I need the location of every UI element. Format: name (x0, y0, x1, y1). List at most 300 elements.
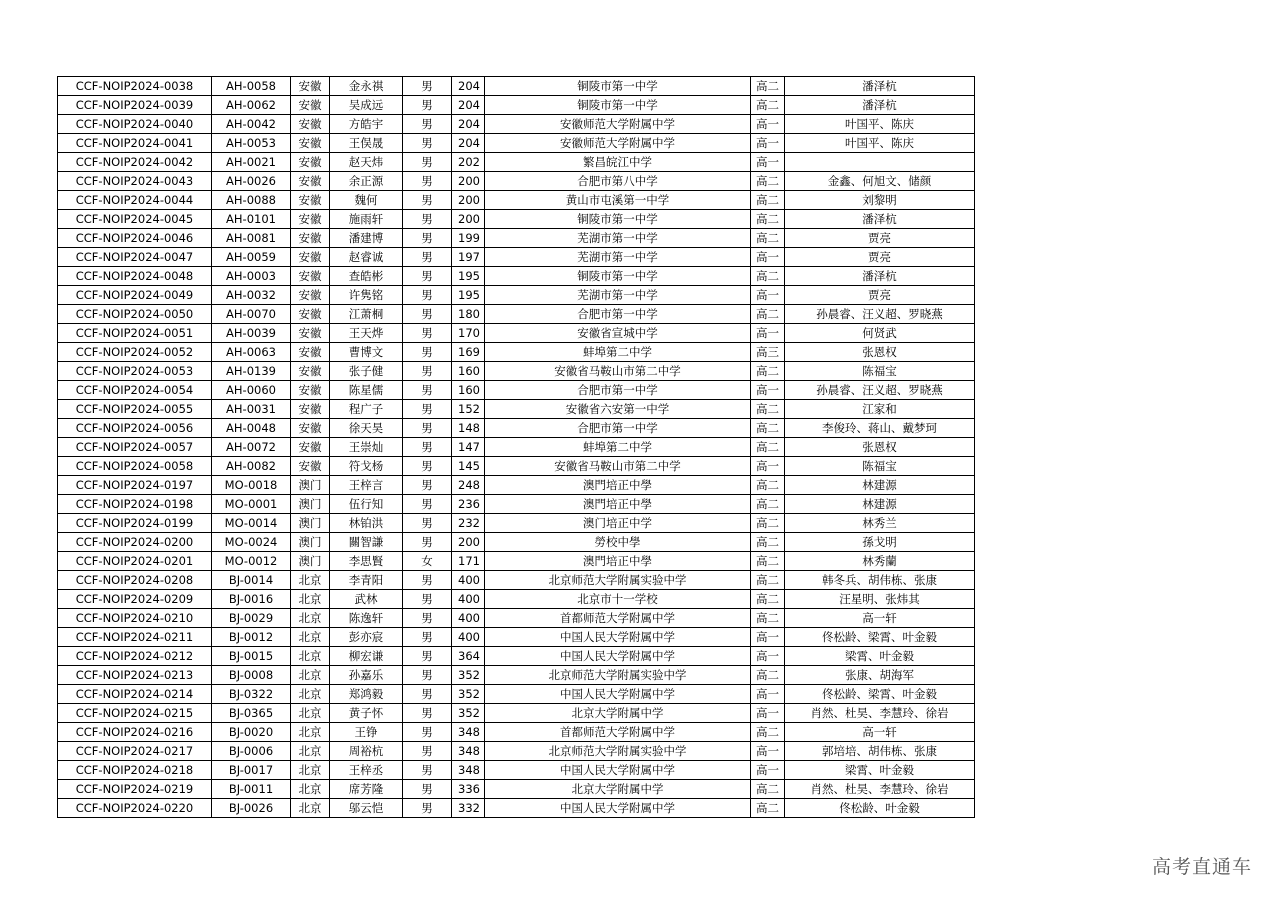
cell-grade: 高二 (751, 172, 785, 191)
cell-grade: 高一 (751, 761, 785, 780)
cell-gender: 男 (403, 476, 452, 495)
cell-score: 160 (452, 381, 485, 400)
cell-id: CCF-NOIP2024-0220 (58, 799, 212, 818)
cell-grade: 高一 (751, 381, 785, 400)
cell-score: 204 (452, 96, 485, 115)
cell-gender: 男 (403, 210, 452, 229)
cell-exam-no: AH-0059 (212, 248, 291, 267)
cell-score: 348 (452, 742, 485, 761)
cell-coach: 肖然、杜昊、李慧玲、徐岩 (785, 780, 975, 799)
cell-school: 首都师范大学附属中学 (485, 609, 751, 628)
table-row (58, 552, 975, 571)
cell-name: 张子健 (330, 362, 403, 381)
cell-coach: 林建源 (785, 476, 975, 495)
cell-exam-no: AH-0031 (212, 400, 291, 419)
cell-school: 安徽省马鞍山市第二中学 (485, 457, 751, 476)
cell-id: CCF-NOIP2024-0213 (58, 666, 212, 685)
cell-name: 陈星儒 (330, 381, 403, 400)
table-row (58, 343, 975, 362)
cell-exam-no: AH-0062 (212, 96, 291, 115)
cell-grade: 高一 (751, 324, 785, 343)
cell-grade: 高二 (751, 191, 785, 210)
cell-id: CCF-NOIP2024-0208 (58, 571, 212, 590)
cell-exam-no: BJ-0017 (212, 761, 291, 780)
table-row (58, 514, 975, 533)
cell-id: CCF-NOIP2024-0212 (58, 647, 212, 666)
cell-province: 北京 (291, 742, 330, 761)
table-row (58, 495, 975, 514)
cell-name: 孙嘉乐 (330, 666, 403, 685)
cell-coach: 潘泽杭 (785, 77, 975, 96)
cell-coach: 佟松龄、梁霄、叶金毅 (785, 628, 975, 647)
cell-coach: 汪星明、张炜其 (785, 590, 975, 609)
cell-gender: 男 (403, 647, 452, 666)
cell-id: CCF-NOIP2024-0211 (58, 628, 212, 647)
cell-id: CCF-NOIP2024-0056 (58, 419, 212, 438)
cell-coach: 林秀蘭 (785, 552, 975, 571)
table-row (58, 191, 975, 210)
cell-name: 魏何 (330, 191, 403, 210)
cell-name: 武林 (330, 590, 403, 609)
table-row (58, 666, 975, 685)
cell-gender: 男 (403, 609, 452, 628)
cell-province: 澳门 (291, 533, 330, 552)
cell-id: CCF-NOIP2024-0041 (58, 134, 212, 153)
cell-score: 204 (452, 134, 485, 153)
cell-name: 林铂洪 (330, 514, 403, 533)
cell-coach: 潘泽杭 (785, 210, 975, 229)
cell-name: 彭亦宸 (330, 628, 403, 647)
cell-coach: 刘黎明 (785, 191, 975, 210)
cell-grade: 高二 (751, 780, 785, 799)
cell-score: 202 (452, 153, 485, 172)
cell-score: 352 (452, 685, 485, 704)
cell-exam-no: AH-0048 (212, 419, 291, 438)
table-row (58, 685, 975, 704)
cell-name: 程广子 (330, 400, 403, 419)
cell-gender: 男 (403, 248, 452, 267)
cell-grade: 高一 (751, 286, 785, 305)
cell-school: 中国人民大学附属中学 (485, 685, 751, 704)
cell-grade: 高二 (751, 438, 785, 457)
cell-name: 赵天炜 (330, 153, 403, 172)
cell-gender: 男 (403, 229, 452, 248)
cell-exam-no: AH-0081 (212, 229, 291, 248)
cell-gender: 男 (403, 704, 452, 723)
cell-name: 徐天昊 (330, 419, 403, 438)
cell-school: 安徽省六安第一中学 (485, 400, 751, 419)
cell-exam-no: AH-0003 (212, 267, 291, 286)
cell-gender: 男 (403, 115, 452, 134)
cell-province: 安徽 (291, 305, 330, 324)
cell-grade: 高一 (751, 153, 785, 172)
table-row (58, 286, 975, 305)
cell-province: 北京 (291, 799, 330, 818)
cell-grade: 高二 (751, 552, 785, 571)
table-row (58, 533, 975, 552)
cell-score: 195 (452, 286, 485, 305)
cell-score: 352 (452, 704, 485, 723)
cell-name: 李青阳 (330, 571, 403, 590)
cell-grade: 高二 (751, 362, 785, 381)
cell-gender: 男 (403, 761, 452, 780)
cell-province: 澳门 (291, 514, 330, 533)
cell-score: 400 (452, 571, 485, 590)
cell-score: 169 (452, 343, 485, 362)
cell-exam-no: BJ-0029 (212, 609, 291, 628)
table-row (58, 267, 975, 286)
cell-score: 236 (452, 495, 485, 514)
table-row (58, 590, 975, 609)
cell-coach: 贾亮 (785, 229, 975, 248)
cell-id: CCF-NOIP2024-0048 (58, 267, 212, 286)
cell-school: 铜陵市第一中学 (485, 267, 751, 286)
cell-gender: 男 (403, 362, 452, 381)
cell-province: 安徽 (291, 400, 330, 419)
cell-name: 潘建博 (330, 229, 403, 248)
cell-id: CCF-NOIP2024-0047 (58, 248, 212, 267)
cell-id: CCF-NOIP2024-0214 (58, 685, 212, 704)
cell-name: 王天烨 (330, 324, 403, 343)
cell-school: 黄山市屯溪第一中学 (485, 191, 751, 210)
cell-score: 152 (452, 400, 485, 419)
cell-gender: 男 (403, 514, 452, 533)
cell-gender: 男 (403, 799, 452, 818)
cell-score: 400 (452, 628, 485, 647)
cell-score: 364 (452, 647, 485, 666)
cell-coach: 佟松龄、梁霄、叶金毅 (785, 685, 975, 704)
cell-province: 安徽 (291, 115, 330, 134)
cell-school: 合肥市第八中学 (485, 172, 751, 191)
cell-exam-no: BJ-0322 (212, 685, 291, 704)
cell-grade: 高一 (751, 704, 785, 723)
cell-province: 安徽 (291, 210, 330, 229)
cell-score: 400 (452, 590, 485, 609)
cell-gender: 男 (403, 343, 452, 362)
cell-gender: 男 (403, 723, 452, 742)
cell-exam-no: MO-0014 (212, 514, 291, 533)
cell-gender: 女 (403, 552, 452, 571)
cell-grade: 高二 (751, 96, 785, 115)
cell-school: 芜湖市第一中学 (485, 286, 751, 305)
cell-province: 安徽 (291, 381, 330, 400)
cell-name: 余正源 (330, 172, 403, 191)
cell-grade: 高二 (751, 666, 785, 685)
table-row (58, 457, 975, 476)
cell-score: 170 (452, 324, 485, 343)
cell-school: 北京大学附属中学 (485, 780, 751, 799)
cell-school: 北京师范大学附属实验中学 (485, 666, 751, 685)
cell-id: CCF-NOIP2024-0050 (58, 305, 212, 324)
cell-id: CCF-NOIP2024-0040 (58, 115, 212, 134)
table-row (58, 723, 975, 742)
cell-score: 248 (452, 476, 485, 495)
cell-school: 铜陵市第一中学 (485, 210, 751, 229)
cell-id: CCF-NOIP2024-0058 (58, 457, 212, 476)
cell-province: 澳门 (291, 495, 330, 514)
cell-exam-no: AH-0042 (212, 115, 291, 134)
cell-grade: 高二 (751, 305, 785, 324)
cell-province: 安徽 (291, 286, 330, 305)
cell-gender: 男 (403, 267, 452, 286)
cell-id: CCF-NOIP2024-0219 (58, 780, 212, 799)
cell-score: 332 (452, 799, 485, 818)
cell-id: CCF-NOIP2024-0200 (58, 533, 212, 552)
cell-province: 北京 (291, 666, 330, 685)
cell-exam-no: AH-0026 (212, 172, 291, 191)
cell-gender: 男 (403, 419, 452, 438)
cell-grade: 高一 (751, 457, 785, 476)
cell-coach: 梁霄、叶金毅 (785, 647, 975, 666)
cell-gender: 男 (403, 438, 452, 457)
cell-school: 蚌埠第二中学 (485, 343, 751, 362)
cell-province: 安徽 (291, 191, 330, 210)
cell-grade: 高二 (751, 723, 785, 742)
cell-exam-no: AH-0021 (212, 153, 291, 172)
cell-gender: 男 (403, 134, 452, 153)
cell-school: 北京大学附属中学 (485, 704, 751, 723)
cell-school: 蚌埠第二中学 (485, 438, 751, 457)
cell-grade: 高二 (751, 210, 785, 229)
table-row (58, 134, 975, 153)
table-row (58, 229, 975, 248)
cell-name: 柳宏谦 (330, 647, 403, 666)
cell-grade: 高一 (751, 115, 785, 134)
cell-exam-no: MO-0024 (212, 533, 291, 552)
cell-score: 145 (452, 457, 485, 476)
cell-coach: 孙晨睿、汪义超、罗晓燕 (785, 381, 975, 400)
cell-name: 邬云恺 (330, 799, 403, 818)
cell-exam-no: AH-0039 (212, 324, 291, 343)
cell-exam-no: BJ-0012 (212, 628, 291, 647)
cell-name: 符戈杨 (330, 457, 403, 476)
cell-gender: 男 (403, 628, 452, 647)
table-row (58, 704, 975, 723)
cell-name: 金永祺 (330, 77, 403, 96)
table-row (58, 780, 975, 799)
cell-name: 赵睿诚 (330, 248, 403, 267)
cell-school: 中国人民大学附属中学 (485, 761, 751, 780)
cell-exam-no: AH-0063 (212, 343, 291, 362)
cell-grade: 高二 (751, 514, 785, 533)
table-row (58, 153, 975, 172)
table-row (58, 799, 975, 818)
table-row (58, 305, 975, 324)
cell-province: 安徽 (291, 96, 330, 115)
table-row (58, 438, 975, 457)
cell-province: 安徽 (291, 248, 330, 267)
cell-score: 400 (452, 609, 485, 628)
cell-exam-no: MO-0001 (212, 495, 291, 514)
cell-school: 北京市十一学校 (485, 590, 751, 609)
table-row (58, 248, 975, 267)
cell-id: CCF-NOIP2024-0039 (58, 96, 212, 115)
cell-name: 席芳隆 (330, 780, 403, 799)
cell-province: 安徽 (291, 362, 330, 381)
cell-province: 安徽 (291, 134, 330, 153)
cell-coach: 江家和 (785, 400, 975, 419)
cell-exam-no: BJ-0020 (212, 723, 291, 742)
cell-id: CCF-NOIP2024-0210 (58, 609, 212, 628)
cell-school: 北京师范大学附属实验中学 (485, 571, 751, 590)
cell-score: 160 (452, 362, 485, 381)
cell-gender: 男 (403, 666, 452, 685)
cell-province: 安徽 (291, 77, 330, 96)
cell-score: 200 (452, 172, 485, 191)
cell-coach: 何贤武 (785, 324, 975, 343)
cell-coach: 高一轩 (785, 723, 975, 742)
table-row (58, 96, 975, 115)
cell-id: CCF-NOIP2024-0051 (58, 324, 212, 343)
cell-id: CCF-NOIP2024-0216 (58, 723, 212, 742)
cell-exam-no: AH-0072 (212, 438, 291, 457)
cell-province: 安徽 (291, 324, 330, 343)
cell-id: CCF-NOIP2024-0042 (58, 153, 212, 172)
cell-coach: 林秀兰 (785, 514, 975, 533)
cell-coach: 金鑫、何旭文、储颜 (785, 172, 975, 191)
cell-school: 中国人民大学附属中学 (485, 647, 751, 666)
cell-exam-no: AH-0053 (212, 134, 291, 153)
cell-province: 安徽 (291, 419, 330, 438)
cell-school: 芜湖市第一中学 (485, 248, 751, 267)
cell-score: 204 (452, 77, 485, 96)
cell-gender: 男 (403, 457, 452, 476)
cell-school: 合肥市第一中学 (485, 305, 751, 324)
cell-gender: 男 (403, 685, 452, 704)
cell-id: CCF-NOIP2024-0197 (58, 476, 212, 495)
cell-id: CCF-NOIP2024-0215 (58, 704, 212, 723)
cell-name: 黄子怀 (330, 704, 403, 723)
cell-school: 澳門培正中學 (485, 495, 751, 514)
cell-grade: 高二 (751, 533, 785, 552)
cell-province: 安徽 (291, 153, 330, 172)
cell-school: 勞校中學 (485, 533, 751, 552)
cell-school: 北京师范大学附属实验中学 (485, 742, 751, 761)
cell-coach: 潘泽杭 (785, 96, 975, 115)
cell-score: 200 (452, 533, 485, 552)
cell-exam-no: AH-0070 (212, 305, 291, 324)
cell-gender: 男 (403, 533, 452, 552)
cell-school: 合肥市第一中学 (485, 419, 751, 438)
cell-name: 周裕杭 (330, 742, 403, 761)
cell-id: CCF-NOIP2024-0199 (58, 514, 212, 533)
cell-school: 繁昌皖江中学 (485, 153, 751, 172)
cell-id: CCF-NOIP2024-0054 (58, 381, 212, 400)
table-row (58, 77, 975, 96)
cell-name: 關智謙 (330, 533, 403, 552)
cell-name: 伍行知 (330, 495, 403, 514)
cell-name: 施雨轩 (330, 210, 403, 229)
cell-id: CCF-NOIP2024-0217 (58, 742, 212, 761)
cell-school: 澳門培正中學 (485, 476, 751, 495)
cell-gender: 男 (403, 96, 452, 115)
cell-gender: 男 (403, 381, 452, 400)
cell-score: 147 (452, 438, 485, 457)
cell-grade: 高二 (751, 495, 785, 514)
cell-coach: 陈福宝 (785, 457, 975, 476)
cell-score: 171 (452, 552, 485, 571)
cell-coach: 贾亮 (785, 286, 975, 305)
table-row (58, 647, 975, 666)
cell-id: CCF-NOIP2024-0046 (58, 229, 212, 248)
cell-school: 芜湖市第一中学 (485, 229, 751, 248)
cell-score: 336 (452, 780, 485, 799)
cell-province: 安徽 (291, 343, 330, 362)
cell-grade: 高二 (751, 77, 785, 96)
cell-province: 澳门 (291, 552, 330, 571)
cell-gender: 男 (403, 495, 452, 514)
cell-exam-no: BJ-0015 (212, 647, 291, 666)
cell-name: 曹博文 (330, 343, 403, 362)
cell-school: 安徽师范大学附属中学 (485, 134, 751, 153)
cell-coach: 肖然、杜昊、李慧玲、徐岩 (785, 704, 975, 723)
cell-province: 北京 (291, 628, 330, 647)
cell-id: CCF-NOIP2024-0044 (58, 191, 212, 210)
cell-gender: 男 (403, 400, 452, 419)
cell-province: 安徽 (291, 457, 330, 476)
cell-id: CCF-NOIP2024-0198 (58, 495, 212, 514)
watermark-text: 高考直通车 (1151, 856, 1252, 878)
cell-gender: 男 (403, 191, 452, 210)
table-row (58, 115, 975, 134)
cell-grade: 高二 (751, 229, 785, 248)
table-row (58, 419, 975, 438)
cell-coach: 高一轩 (785, 609, 975, 628)
results-table-body (58, 77, 975, 818)
cell-score: 199 (452, 229, 485, 248)
table-row (58, 609, 975, 628)
cell-grade: 高二 (751, 571, 785, 590)
cell-id: CCF-NOIP2024-0053 (58, 362, 212, 381)
cell-coach: 孙晨睿、汪义超、罗晓燕 (785, 305, 975, 324)
cell-name: 王崇灿 (330, 438, 403, 457)
cell-grade: 高二 (751, 609, 785, 628)
table-row (58, 476, 975, 495)
cell-grade: 高二 (751, 400, 785, 419)
cell-gender: 男 (403, 153, 452, 172)
cell-exam-no: MO-0012 (212, 552, 291, 571)
cell-exam-no: AH-0088 (212, 191, 291, 210)
cell-grade: 高一 (751, 628, 785, 647)
cell-school: 安徽省宣城中学 (485, 324, 751, 343)
cell-grade: 高二 (751, 267, 785, 286)
cell-exam-no: MO-0018 (212, 476, 291, 495)
cell-province: 安徽 (291, 267, 330, 286)
cell-score: 180 (452, 305, 485, 324)
cell-name: 陈逸轩 (330, 609, 403, 628)
cell-name: 李思賢 (330, 552, 403, 571)
cell-exam-no: BJ-0365 (212, 704, 291, 723)
cell-exam-no: AH-0058 (212, 77, 291, 96)
cell-school: 安徽师范大学附属中学 (485, 115, 751, 134)
cell-coach: 张康、胡海军 (785, 666, 975, 685)
cell-province: 北京 (291, 647, 330, 666)
cell-exam-no: AH-0032 (212, 286, 291, 305)
table-row (58, 210, 975, 229)
cell-grade: 高一 (751, 647, 785, 666)
cell-id: CCF-NOIP2024-0218 (58, 761, 212, 780)
table-row (58, 742, 975, 761)
cell-id: CCF-NOIP2024-0052 (58, 343, 212, 362)
cell-coach: 张恩权 (785, 438, 975, 457)
table-row (58, 571, 975, 590)
cell-score: 200 (452, 210, 485, 229)
cell-coach: 韩冬兵、胡伟栋、张康 (785, 571, 975, 590)
cell-gender: 男 (403, 286, 452, 305)
cell-school: 铜陵市第一中学 (485, 77, 751, 96)
cell-id: CCF-NOIP2024-0055 (58, 400, 212, 419)
cell-score: 352 (452, 666, 485, 685)
